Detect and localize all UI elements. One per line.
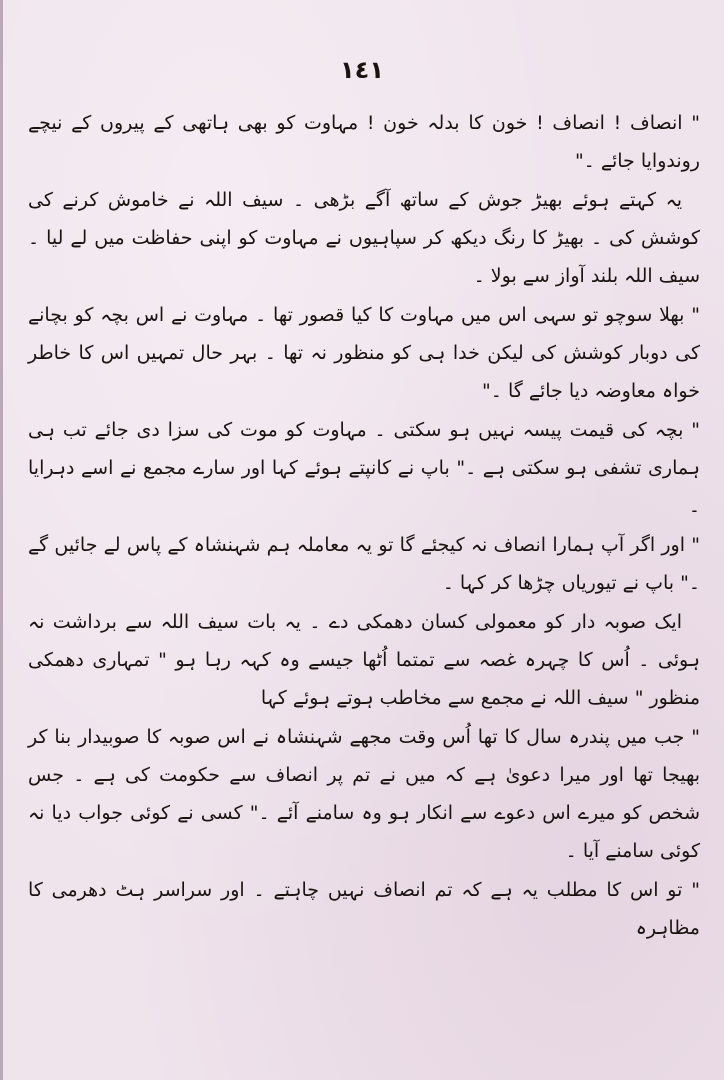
page-number: ١٤١ bbox=[340, 56, 384, 84]
paragraph-3: " بھلا سوچو تو سہی اس میں مہاوت کا کیا قصور تھا ۔ مہاوت نے اس بچہ کو بچانے کی دوبار کوشش کی لیکن خدا ہی کو منظور نہ تھا ۔ بہر حال تمہیں اس کا خاطر خواہ معاوضہ دیا جائے گا ۔" bbox=[28, 304, 700, 402]
paragraph-5: " اور اگر آپ ہمارا انصاف نہ کیجئے گا تو یہ معاملہ ہم شہنشاہ کے پاس لے جائیں گے ۔" باپ نے تیوریاں چڑھا کر کہا ۔ bbox=[28, 534, 700, 594]
paragraph-7: " جب میں پندرہ سال کا تھا اُس وقت مجھے شہنشاہ نے اس صوبہ کا صوبیدار بنا کر بھیجا تھا اور میرا دعویٰ ہے کہ میں نے تم پر انصاف سے حکومت کی ہے ۔ جس شخص کو میرے اس دعوے سے انکار ہو وہ سامنے آئے ۔" کسی نے کوئی جواب دیا نہ کوئی سامنے آیا ۔ bbox=[28, 726, 700, 862]
paragraph-6: ایک صوبہ دار کو معمولی کسان دھمکی دے ۔ یہ بات سیف اللہ سے برداشت نہ ہوئی ۔ اُس کا چہرہ غصہ سے تمتما اُٹھا جیسے وہ کہہ رہا ہو " تمہاری دھمکی منظور " سیف اللہ نے مجمع سے مخاطب ہوتے ہوئے کہا bbox=[28, 611, 700, 709]
paragraph-8: " تو اس کا مطلب یہ ہے کہ تم انصاف نہیں چاہتے ۔ اور سراسر ہٹ دھرمی کا مظاہرہ bbox=[28, 879, 700, 939]
body-text bbox=[28, 104, 700, 948]
paragraph-2: یہ کہتے ہوئے بھیڑ جوش کے ساتھ آگے بڑھی ۔ سیف اللہ نے خاموش کرنے کی کوشش کی ۔ بھیڑ کا رنگ دیکھ کر سپاہیوں نے مہاوت کو اپنی حفاظت میں لے لیا ۔ سیف اللہ بلند آواز سے بولا ۔ bbox=[28, 189, 700, 287]
page-edge bbox=[0, 0, 3, 1080]
paragraph-4: " بچہ کی قیمت پیسہ نہیں ہو سکتی ۔ مہاوت کو موت کی سزا دی جائے تب ہی ہماری تشفی ہو سکتی ہے ۔" باپ نے کانپتے ہوئے کہا اور سارے مجمع نے اسے دہرایا ۔ bbox=[28, 419, 700, 517]
paragraph-1: " انصاف ! انصاف ! خون کا بدلہ خون ! مہاوت کو بھی ہاتھی کے پیروں کے نیچے روندوایا جائے ۔" bbox=[28, 112, 700, 172]
